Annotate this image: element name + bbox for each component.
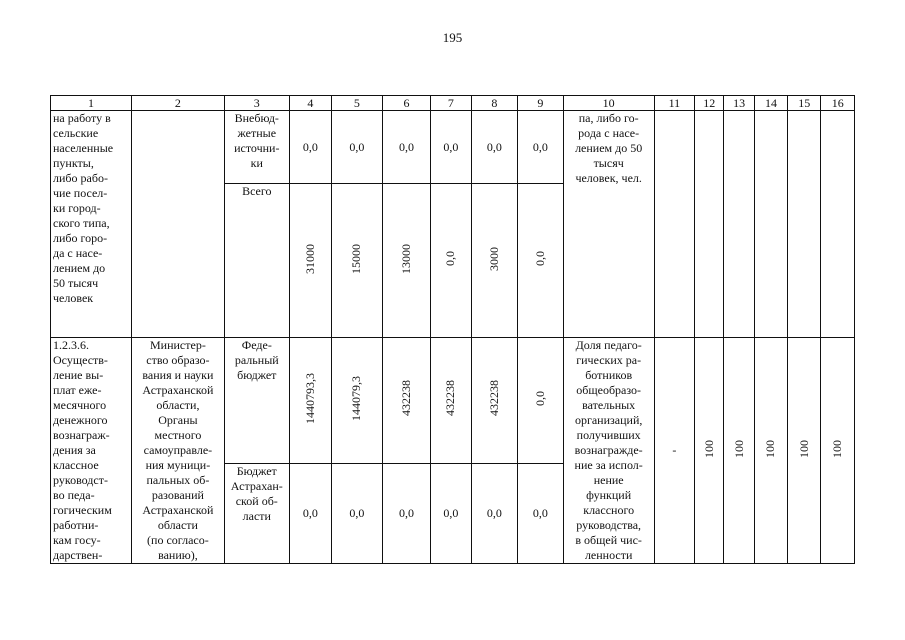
empty-cell xyxy=(821,111,855,338)
empty-cell xyxy=(788,111,821,338)
value-vertical: 3000 xyxy=(486,246,501,271)
value-cell: 0,0 xyxy=(431,463,471,563)
header-cell: 10 xyxy=(563,96,654,111)
table-row xyxy=(51,111,855,184)
header-cell: 14 xyxy=(754,96,787,111)
row1-col2-empty xyxy=(131,111,224,338)
row2-col10-text: Доля педаго- гических ра- ботников общеобразо- вательных организаций, получивших вознагражде- ние за испол- нение функций классного руководства, в общей чис- ленности xyxy=(563,338,654,564)
header-cell: 9 xyxy=(518,96,564,111)
value-cell: 0,0 xyxy=(471,111,518,184)
row1-col1-text: на работу в сельские населенные пункты, либо рабо- чие посел- ки город- ского типа, либо горо- да с насе- лением до 50 тысяч человек xyxy=(51,111,132,338)
row2-source-2: Бюджет Астрахан- ской об- ласти xyxy=(224,463,289,563)
value-vertical: 432238 xyxy=(398,380,413,417)
value-vertical: 432238 xyxy=(443,380,458,417)
header-cell: 6 xyxy=(382,96,431,111)
value-cell: 0,0 xyxy=(382,463,431,563)
header-cell: 8 xyxy=(471,96,518,111)
empty-cell xyxy=(695,111,724,338)
value-cell: 0,0 xyxy=(289,463,331,563)
header-cell: 5 xyxy=(332,96,383,111)
table-row xyxy=(51,338,855,464)
value-cell: 0,0 xyxy=(289,111,331,184)
value-vertical: 100 xyxy=(731,439,746,458)
header-cell: 4 xyxy=(289,96,331,111)
data-table xyxy=(50,95,855,564)
page-number: 195 xyxy=(442,30,463,45)
header-cell: 2 xyxy=(131,96,224,111)
value-vertical: 0,0 xyxy=(443,251,458,266)
header-cell: 11 xyxy=(654,96,694,111)
empty-cell xyxy=(724,111,754,338)
value-vertical: 100 xyxy=(763,439,778,458)
value-vertical: 100 xyxy=(701,439,716,458)
value-vertical: 144079,3 xyxy=(349,375,364,421)
empty-cell xyxy=(754,111,787,338)
value-vertical: 1440793,3 xyxy=(302,372,317,424)
header-row xyxy=(51,96,855,111)
value-vertical: 0,0 xyxy=(532,390,547,406)
value-vertical: 13000 xyxy=(398,243,413,274)
header-cell: 1 xyxy=(51,96,132,111)
empty-cell xyxy=(654,111,694,338)
row2-col1-text: 1.2.3.6. Осуществ- ление вы- плат еже- месячного денежного вознаграж- дения за классное руководст- во педа- гогическим работни- кам госу- дарствен- xyxy=(51,338,132,564)
header-cell: 13 xyxy=(724,96,754,111)
header-cell: 16 xyxy=(821,96,855,111)
value-vertical: 432238 xyxy=(486,380,501,417)
value-cell: 0,0 xyxy=(332,111,383,184)
row2-col2-text: Министер- ство образо- вания и науки Астраханской области, Органы местного самоуправле- ния муници- пальных об- разований Астраханской области (по согласо- ванию), xyxy=(131,338,224,564)
header-cell: 12 xyxy=(695,96,724,111)
value-cell: 0,0 xyxy=(518,463,564,563)
value-cell: 0,0 xyxy=(431,111,471,184)
value-vertical: 31000 xyxy=(302,243,317,274)
value-cell: 0,0 xyxy=(382,111,431,184)
header-cell: 3 xyxy=(224,96,289,111)
row1-col10-text: па, либо го- рода с насе- лением до 50 тысяч человек, чел. xyxy=(563,111,654,338)
header-cell: 7 xyxy=(431,96,471,111)
value-cell: 0,0 xyxy=(471,463,518,563)
value-vertical: 0,0 xyxy=(532,251,547,266)
row1-source-1: Внебюд- жетные источни- ки xyxy=(224,111,289,184)
row1-source-2: Всего xyxy=(224,184,289,338)
dash-cell: - xyxy=(654,338,694,564)
value-vertical: 100 xyxy=(830,439,845,458)
value-vertical: 100 xyxy=(796,439,811,458)
value-vertical: 15000 xyxy=(349,243,364,274)
header-cell: 15 xyxy=(788,96,821,111)
value-cell: 0,0 xyxy=(518,111,564,184)
value-cell: 0,0 xyxy=(332,463,383,563)
row2-source-1: Феде- ральный бюджет xyxy=(224,338,289,464)
